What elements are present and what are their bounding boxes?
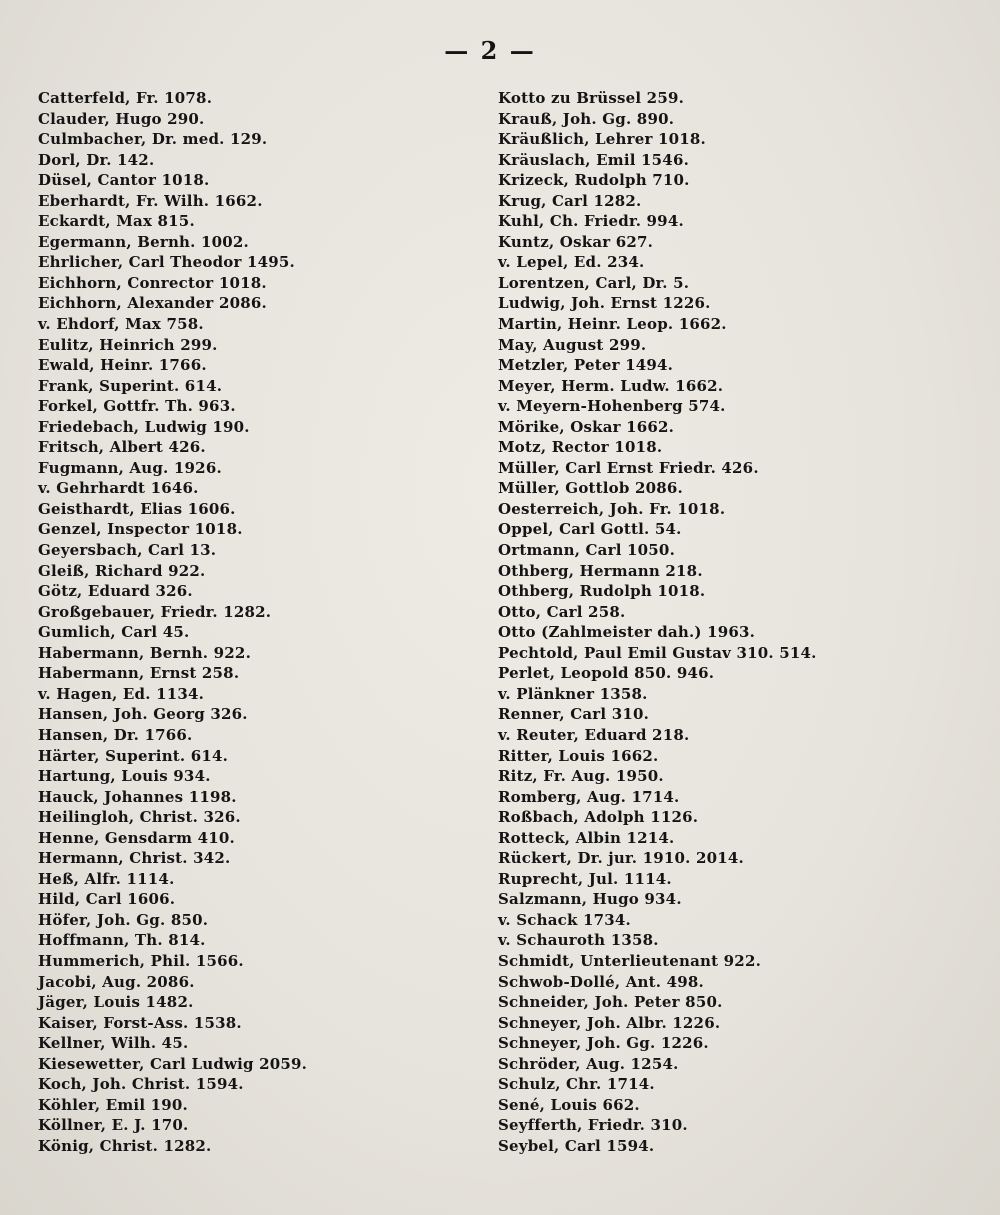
index-entry: Krauß, Joh. Gg. 890. [498,109,675,128]
index-entry: Eberhardt, Fr. Wilh. 1662. [38,191,263,210]
index-entry: v. Meyern-Hohenberg 574. [498,397,726,416]
index-entry: Eichhorn, Alexander 2086. [38,294,267,313]
index-entry: Kräußlich, Lehrer 1018. [498,130,706,149]
index-entry: Kräuslach, Emil 1546. [498,150,690,169]
index-entry: Otto (Zahlmeister dah.) 1963. [498,623,756,642]
index-entry: Krizeck, Rudolph 710. [498,171,690,190]
index-entry: Kiesewetter, Carl Ludwig 2059. [38,1054,308,1073]
left-column [38,88,478,1156]
index-entry: Seyfferth, Friedr. 310. [498,1116,688,1135]
index-entry: Othberg, Rudolph 1018. [498,582,706,601]
index-entry: Habermann, Bernh. 922. [38,643,251,662]
index-entry: Habermann, Ernst 258. [38,664,240,683]
index-entry: Egermann, Bernh. 1002. [38,232,249,251]
index-entry: Schwob-Dollé, Ant. 498. [498,972,704,991]
index-entry: Lorentzen, Carl, Dr. 5. [498,273,690,292]
index-entry: Seybel, Carl 1594. [498,1136,655,1155]
index-entry: Ewald, Heinr. 1766. [38,356,207,375]
index-entry: Salzmann, Hugo 934. [498,890,682,909]
index-entry: Müller, Gottlob 2086. [498,479,683,498]
index-entry: Eichhorn, Conrector 1018. [38,273,267,292]
index-entry: v. Plänkner 1358. [498,684,648,703]
index-entry: Schulz, Chr. 1714. [498,1075,655,1094]
index-entry: Ludwig, Joh. Ernst 1226. [498,294,711,313]
index-entry: v. Schack 1734. [498,910,631,929]
right-column [498,88,968,1156]
index-entry: Oppel, Carl Gottl. 54. [498,520,682,539]
index-entry: König, Christ. 1282. [38,1136,212,1155]
index-entry: Frank, Superint. 614. [38,376,223,395]
index-entry: Otto, Carl 258. [498,602,626,621]
index-entry: v. Ehdorf, Max 758. [38,315,204,334]
index-entry: Kaiser, Forst-Ass. 1538. [38,1013,242,1032]
index-entry: Ehrlicher, Carl Theodor 1495. [38,253,295,272]
index-entry: Dorl, Dr. 142. [38,150,155,169]
index-entry: Genzel, Inspector 1018. [38,520,243,539]
index-entry: Geyersbach, Carl 13. [38,541,217,560]
index-entry: Müller, Carl Ernst Friedr. 426. [498,458,759,477]
index-entry: Hauck, Johannes 1198. [38,787,237,806]
page-number: — 2 — [444,36,536,65]
index-entry: Oesterreich, Joh. Fr. 1018. [498,499,726,518]
index-entry: Eckardt, Max 815. [38,212,195,231]
index-entry: Martin, Heinr. Leop. 1662. [498,315,727,334]
index-entry: Ortmann, Carl 1050. [498,541,675,560]
index-entry: May, August 299. [498,335,647,354]
index-entry: v. Reuter, Eduard 218. [498,725,690,744]
index-entry: Pechtold, Paul Emil Gustav 310. 514. [498,643,817,662]
index-entry: Henne, Gensdarm 410. [38,828,235,847]
index-entry: v. Gehrhardt 1646. [38,479,199,498]
index-entry: Kellner, Wilh. 45. [38,1034,189,1053]
index-entry: Catterfeld, Fr. 1078. [38,89,213,107]
index-entry: Schneider, Joh. Peter 850. [498,993,723,1012]
index-entry: Friedebach, Ludwig 190. [38,417,250,436]
index-entry: Sené, Louis 662. [498,1095,640,1114]
index-entry: Motz, Rector 1018. [498,438,663,457]
index-entry: Romberg, Aug. 1714. [498,787,680,806]
index-entry: Perlet, Leopold 850. 946. [498,664,715,683]
index-entry: Härter, Superint. 614. [38,746,229,765]
index-entry: Kotto zu Brüssel 259. [498,89,685,107]
index-entry: Culmbacher, Dr. med. 129. [38,130,268,149]
index-entry: Jäger, Louis 1482. [38,993,194,1012]
index-entry: Hummerich, Phil. 1566. [38,951,244,970]
index-entry: Hansen, Dr. 1766. [38,725,193,744]
index-entry: Schneyer, Joh. Albr. 1226. [498,1013,721,1032]
index-entry: Hoffmann, Th. 814. [38,931,206,950]
index-entry: Heilingloh, Christ. 326. [38,808,241,827]
index-entry: v. Schauroth 1358. [498,931,659,950]
index-entry: Roßbach, Adolph 1126. [498,808,699,827]
index-entry: Schröder, Aug. 1254. [498,1054,679,1073]
index-entry: Höfer, Joh. Gg. 850. [38,910,209,929]
index-entry: Köllner, E. J. 170. [38,1116,189,1135]
index-entry: Jacobi, Aug. 2086. [38,972,195,991]
index-entry: Schmidt, Unterlieutenant 922. [498,951,761,970]
index-entry: Schneyer, Joh. Gg. 1226. [498,1034,709,1053]
index-entry: Ritz, Fr. Aug. 1950. [498,767,664,786]
index-entry: Eulitz, Heinrich 299. [38,335,218,354]
index-entry: Othberg, Hermann 218. [498,561,703,580]
index-entry: v. Lepel, Ed. 234. [498,253,645,272]
index-entry: Heß, Alfr. 1114. [38,869,175,888]
index-entry: Koch, Joh. Christ. 1594. [38,1075,244,1094]
index-entry: Geisthardt, Elias 1606. [38,499,236,518]
index-entry: Großgebauer, Friedr. 1282. [38,602,272,621]
index-entry: Düsel, Cantor 1018. [38,171,210,190]
index-entry: Meyer, Herm. Ludw. 1662. [498,376,724,395]
index-entry: Fritsch, Albert 426. [38,438,206,457]
index-entry: Gumlich, Carl 45. [38,623,190,642]
index-entry: Ritter, Louis 1662. [498,746,659,765]
index-entry: Kuntz, Oskar 627. [498,232,654,251]
index-entry: Rotteck, Albin 1214. [498,828,675,847]
index-entry: Hild, Carl 1606. [38,890,176,909]
index-entry: Köhler, Emil 190. [38,1095,188,1114]
index-entry: Fugmann, Aug. 1926. [38,458,222,477]
index-entry: Gleiß, Richard 922. [38,561,206,580]
index-entry: Krug, Carl 1282. [498,191,642,210]
index-entry: Ruprecht, Jul. 1114. [498,869,672,888]
index-entry: Clauder, Hugo 290. [38,109,205,128]
index-entry: Hermann, Christ. 342. [38,849,231,868]
index-entry: Forkel, Gottfr. Th. 963. [38,397,236,416]
index-entry: Renner, Carl 310. [498,705,650,724]
index-entry: Rückert, Dr. jur. 1910. 2014. [498,849,744,868]
index-entry: v. Hagen, Ed. 1134. [38,684,205,703]
index-entry: Metzler, Peter 1494. [498,356,674,375]
index-entry: Hartung, Louis 934. [38,767,211,786]
index-entry: Götz, Eduard 326. [38,582,193,601]
index-entry: Mörike, Oskar 1662. [498,417,675,436]
index-entry: Kuhl, Ch. Friedr. 994. [498,212,684,231]
index-entry: Hansen, Joh. Georg 326. [38,705,248,724]
